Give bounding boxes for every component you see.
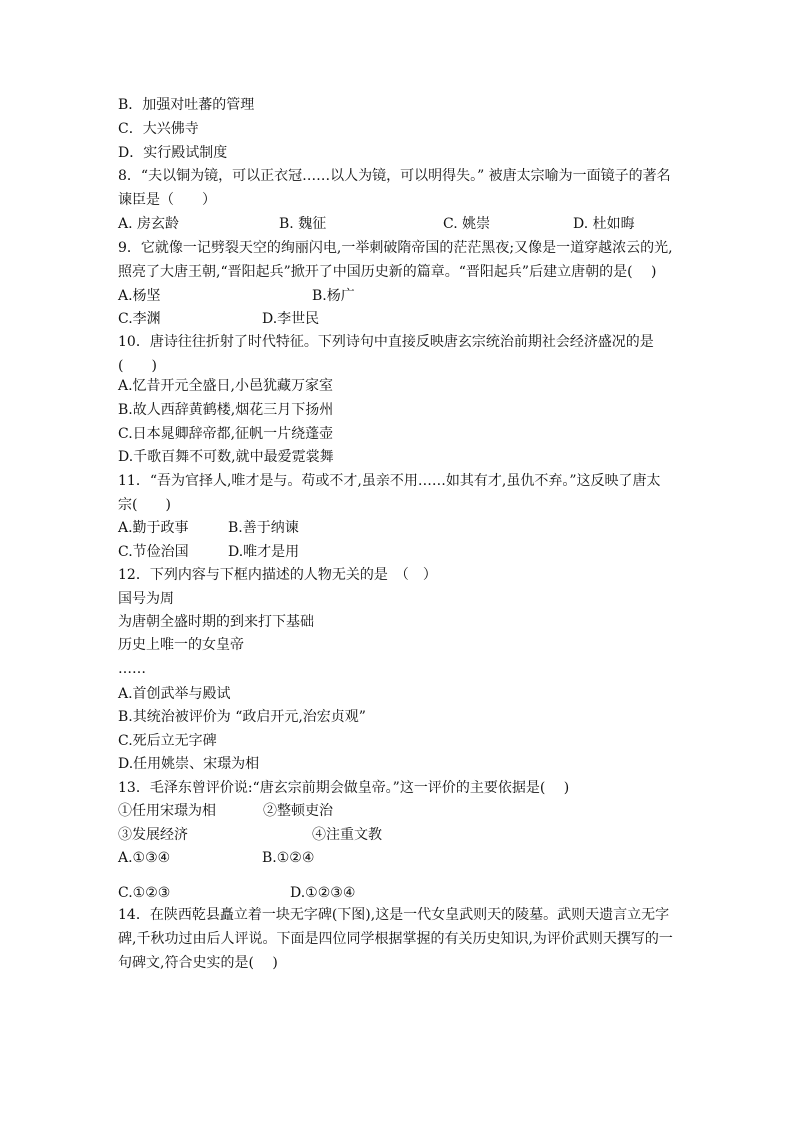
q8-stem-line2: 谏臣是（ ） [118,192,216,208]
q13-stem: 13．毛泽东曾评价说:“唐玄宗前期会做皇帝。”这一评价的主要依据是( ) [118,780,570,796]
q10-option-c: C.日本晁卿辞帝都,征帆一片绕蓬壶 [118,426,334,442]
q9-option-a: A.杨坚 [118,288,161,304]
q8-option-b: B. 魏征 [279,216,327,232]
q12-box-line: …… [118,661,146,677]
q12-box-line: 国号为周 [118,591,174,607]
prev-option-b: B．加强对吐蕃的管理 [118,97,255,113]
q13-option-a: A.①③④ [118,850,171,866]
q10-stem-line2: ( ) [118,358,157,374]
q8-option-d: D. 杜如晦 [573,216,635,232]
q13-option-d: D.①②③④ [290,885,356,901]
q14-stem-line3: 句碑文,符合史实的是( ) [118,955,278,971]
q11-option-d: D.唯才是用 [228,544,300,560]
q9-option-d: D.李世民 [262,311,320,327]
q10-option-b: B.故人西辞黄鹤楼,烟花三月下扬州 [118,402,334,418]
q13-item-2: ②整顿吏治 [263,803,333,819]
q13-item-4: ④注重文教 [312,827,382,843]
q11-option-c: C.节俭治国 [118,544,189,560]
prev-option-c: C．大兴佛寺 [118,121,199,137]
q13-item-3: ③发展经济 [118,827,188,843]
q11-option-a: A.勤于政事 [118,520,189,536]
q9-option-c: C.李渊 [118,311,161,327]
q8-stem-line1: 8．“夫以铜为镜，可以正衣冠……以人为镜，可以明得失。” 被唐太宗喻为一面镜子的著名 [118,168,671,184]
q11-stem-line1: 11．“吾为官择人,唯才是与。苟或不才,虽亲不用……如其有才,虽仇不弃。”这反映了唐太 [118,473,661,489]
q8-option-a: A. 房玄龄 [118,216,180,232]
q12-option-b: B.其统治被评价为 “政启开元,治宏贞观” [118,709,366,725]
q9-option-b: B.杨广 [312,288,355,304]
q13-option-c: C.①②③ [118,885,171,901]
q8-option-c: C. 姚崇 [443,216,491,232]
q12-stem: 12．下列内容与下框内描述的人物无关的是 （ ） [118,567,437,583]
q13-option-b: B.①②④ [262,850,315,866]
q14-stem-line2: 碑,千秋功过由后人评说。下面是四位同学根据掌握的有关历史知识,为评价武则天撰写的一 [118,931,673,947]
q12-box-line: 为唐朝全盛时期的到来打下基础 [118,614,314,630]
q11-option-b: B.善于纳谏 [228,520,299,536]
q9-stem-line1: 9．它就像一记劈裂天空的绚丽闪电,一举刺破隋帝国的茫茫黑夜;又像是一道穿越浓云的光, [118,240,673,256]
q10-stem-line1: 10．唐诗往往折射了时代特征。下列诗句中直接反映唐玄宗统治前期社会经济盛况的是 [118,334,654,350]
q12-box-line: 历史上唯一的女皇帝 [118,637,244,653]
q12-option-c: C.死后立无字碑 [118,733,217,749]
q12-option-a: A.首创武举与殿试 [118,686,231,702]
prev-option-d: D．实行殿试制度 [118,145,228,161]
q13-item-1: ①任用宋璟为相 [118,803,216,819]
q11-stem-line2: 宗( ) [118,497,171,513]
q14-stem-line1: 14．在陕西乾县矗立着一块无字碑(下图),这是一代女皇武则天的陵墓。武则天遗言立无字 [118,907,670,923]
q12-option-d: D.任用姚崇、宋璟为相 [118,756,260,772]
q9-stem-line2: 照亮了大唐王朝,“晋阳起兵”掀开了中国历史新的篇章。“晋阳起兵”后建立唐朝的是( ) [118,264,657,280]
q10-option-a: A.忆昔开元全盛日,小邑犹藏万家室 [118,378,334,394]
q10-option-d: D.千歌百舞不可数,就中最爱霓裳舞 [118,449,334,465]
